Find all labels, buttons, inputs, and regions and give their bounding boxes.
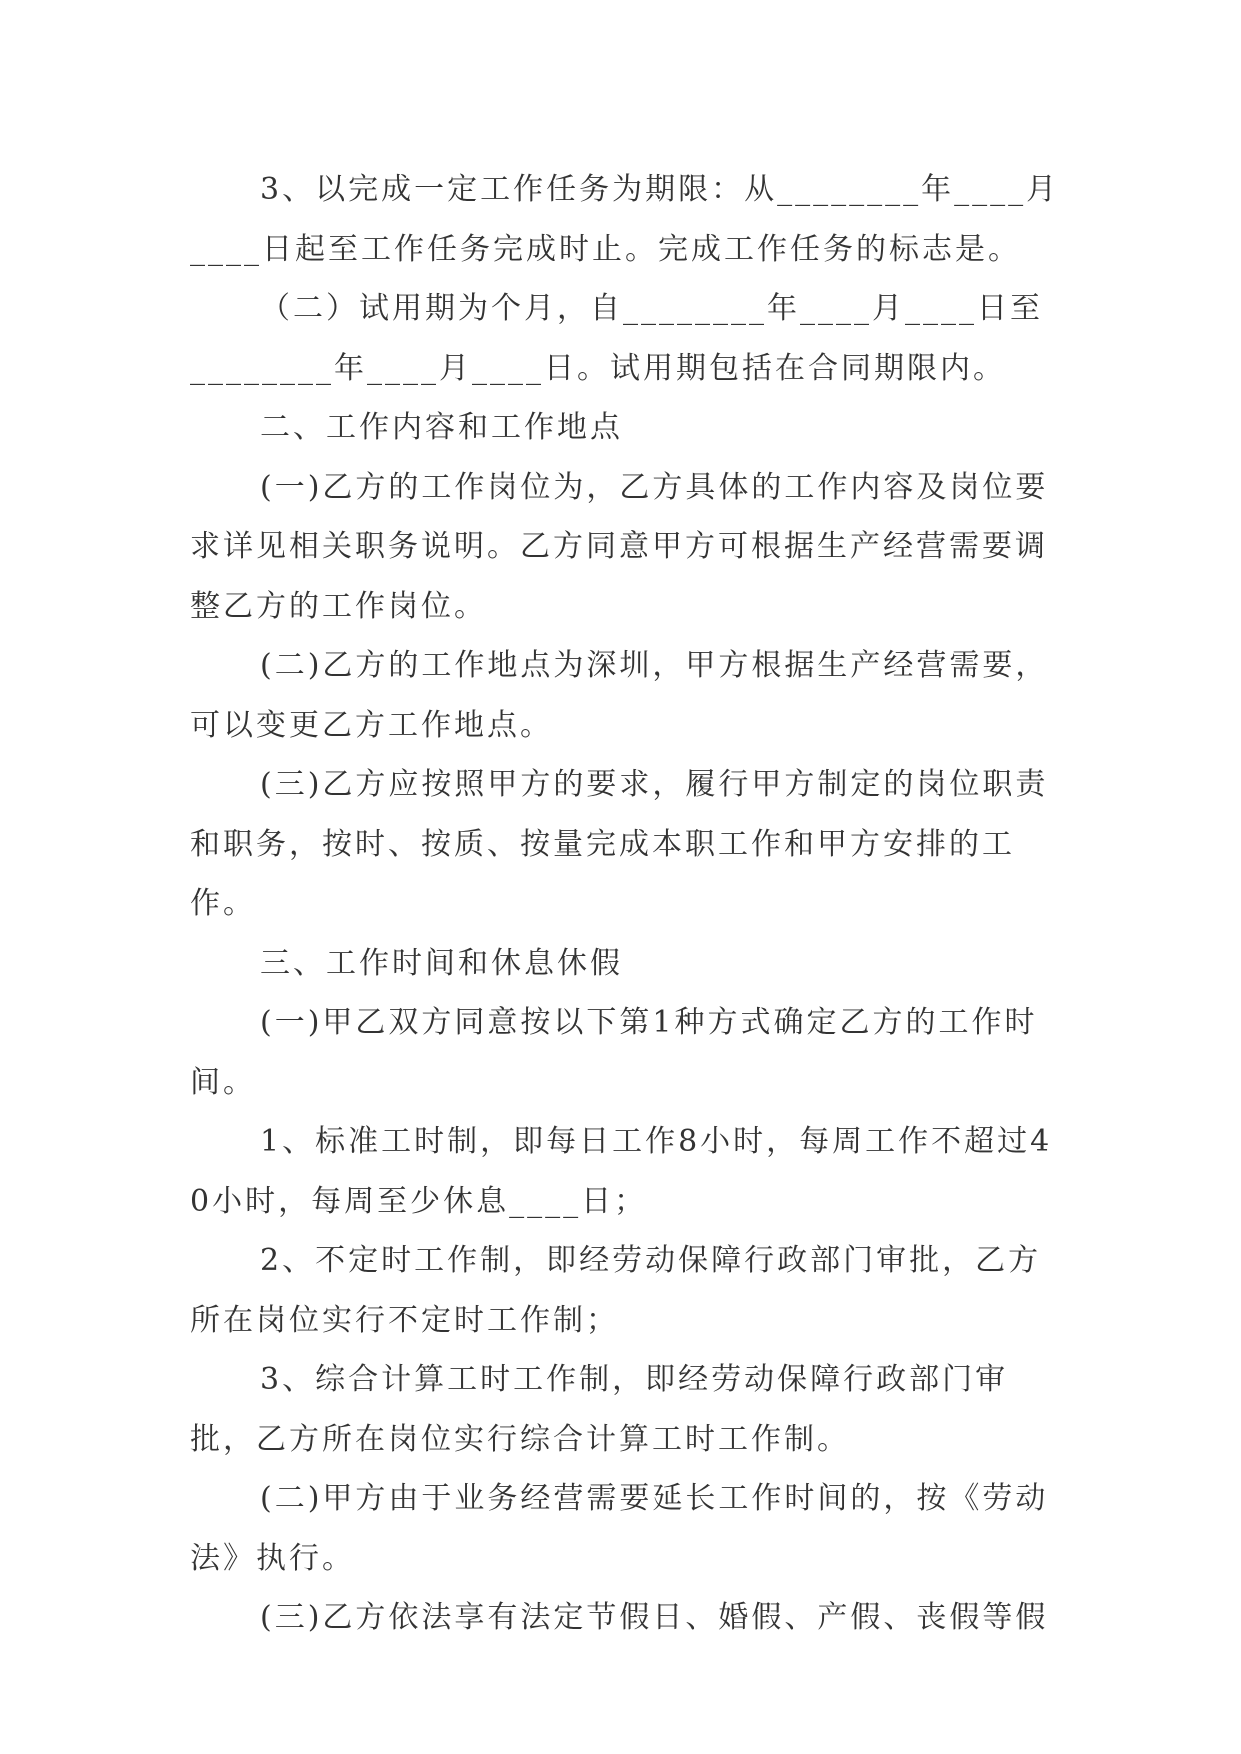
document-body <box>190 160 1060 1648</box>
paragraph-overtime: (二)甲方由于业务经营需要延长工作时间的，按《劳动法》执行。 <box>190 1481 1049 1576</box>
section-heading-work-hours: 三、工作时间和休息休假 <box>260 945 623 981</box>
section-heading-work-content: 二、工作内容和工作地点 <box>260 410 623 445</box>
paragraph-term-task: 3、以完成一定工作任务为期限：从________年____月____日起至工作任务完成时止。完成工作任务的标志是。 <box>190 172 1060 267</box>
paragraph-work-location: (二)乙方的工作地点为深圳，甲方根据生产经营需要，可以变更乙方工作地点。 <box>190 648 1049 743</box>
paragraph-hours-method: (一)甲乙双方同意按以下第1种方式确定乙方的工作时间。 <box>190 1005 1038 1100</box>
paragraph-standard-hours: 1、标准工时制，即每日工作8小时，每周工作不超过40小时，每周至少休息____日； <box>190 1124 1053 1219</box>
paragraph-probation: （二）试用期为个月，自________年____月____日至________年____月____日。试用期包括在合同期限内。 <box>190 291 1043 386</box>
paragraph-duties: (三)乙方应按照甲方的要求，履行甲方制定的岗位职责和职务，按时、按质、按量完成本职工作和甲方安排的工作。 <box>190 767 1049 921</box>
paragraph-comprehensive-hours: 3、综合计算工时工作制，即经劳动保障行政部门审批，乙方所在岗位实行综合计算工时工作制。 <box>190 1362 1009 1457</box>
paragraph-holidays: (三)乙方依法享有法定节假日、婚假、产假、丧假等假 <box>260 1600 1049 1635</box>
paragraph-flexible-hours: 2、不定时工作制，即经劳动保障行政部门审批，乙方所在岗位实行不定时工作制； <box>190 1243 1042 1338</box>
paragraph-job-position: (一)乙方的工作岗位为，乙方具体的工作内容及岗位要求详见相关职务说明。乙方同意甲方可根据生产经营需要调整乙方的工作岗位。 <box>190 469 1049 624</box>
